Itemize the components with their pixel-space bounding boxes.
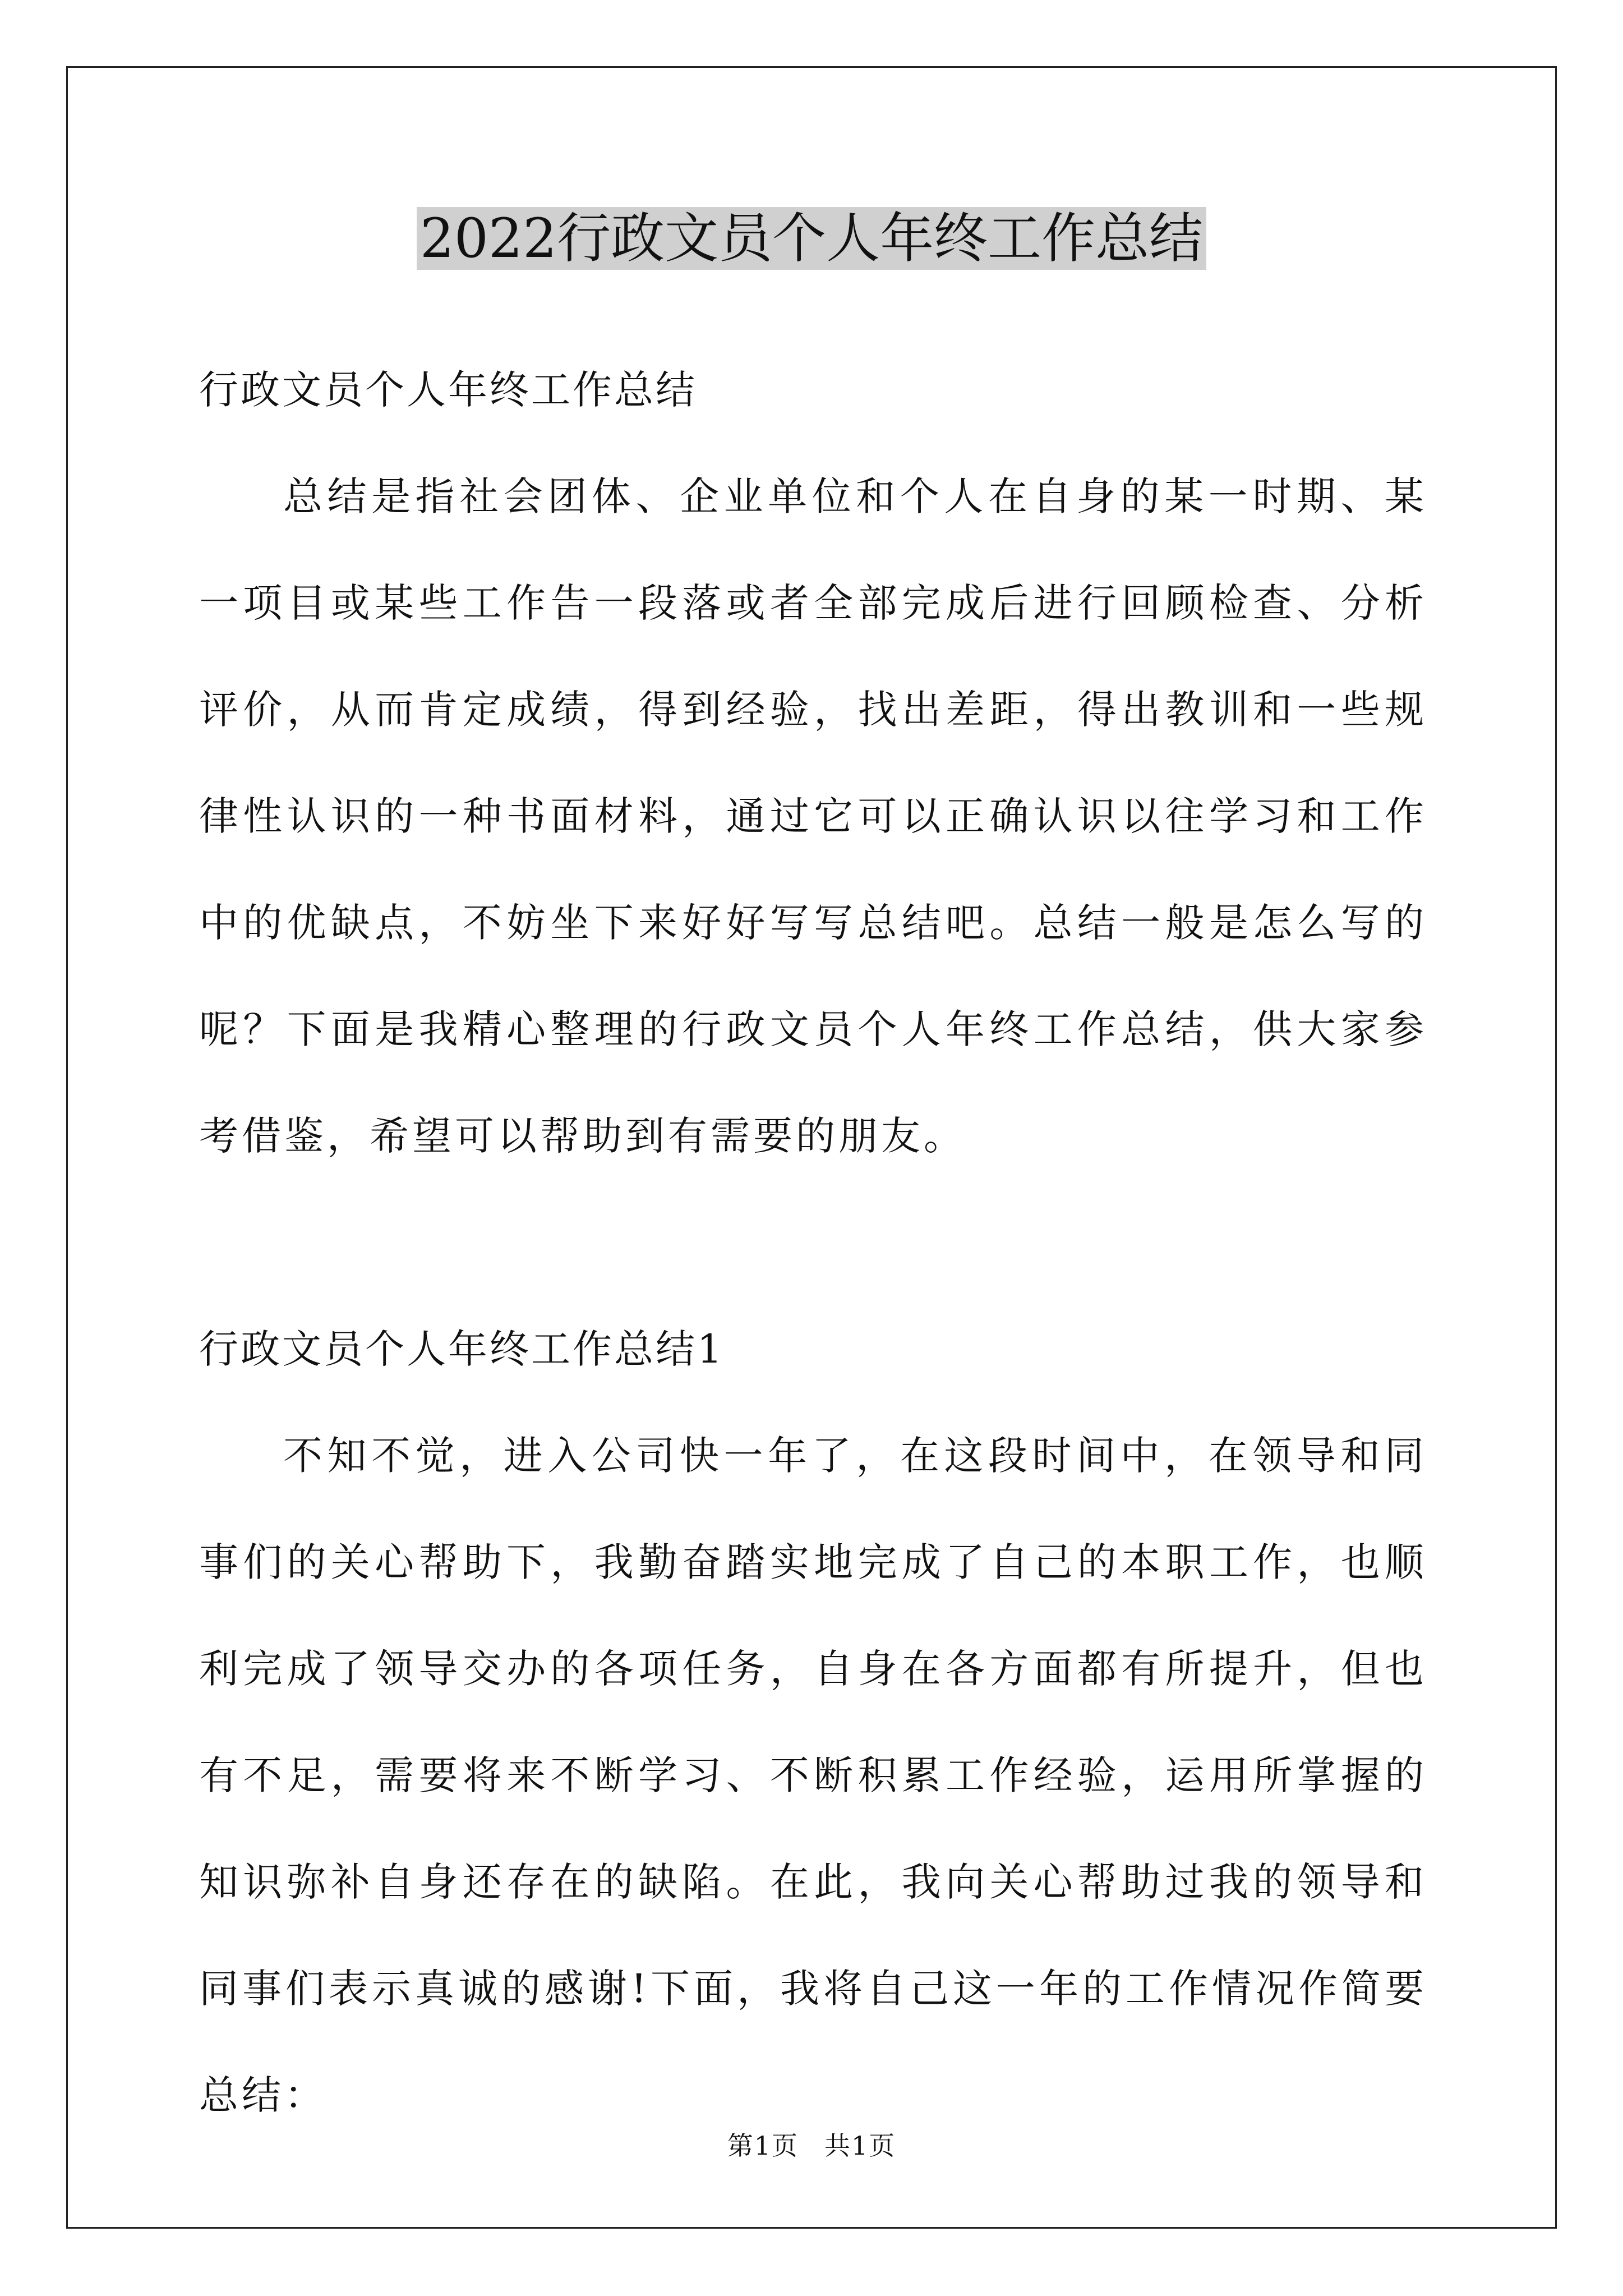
document-title-text: 2022行政文员个人年终工作总结 bbox=[417, 207, 1206, 270]
intro-paragraph: 总结是指社会团体、企业单位和个人在自身的某一时期、某一项目或某些工作告一段落或者全部完成后进行回顾检查、分析评价，从而肯定成绩，得到经验，找出差距，得出教训和一些规律性认识的一种书面材料，通过它可以正确认识以往学习和工作中的优缺点，不妨坐下来好好写写总结吧。总结一般是怎么写的呢？下面是我精心整理的行政文员个人年终工作总结，供大家参考借鉴，希望可以帮助到有需要的朋友。 bbox=[199, 473, 1427, 1159]
page-number-total: 共1页 bbox=[824, 2131, 896, 2161]
document-body bbox=[199, 337, 1427, 2148]
document-title bbox=[0, 196, 1623, 280]
page-footer bbox=[0, 2129, 1623, 2162]
section-spacer bbox=[199, 1189, 1427, 1296]
section-heading-intro: 行政文员个人年终工作总结 bbox=[199, 367, 697, 413]
section-heading-1: 行政文员个人年终工作总结1 bbox=[199, 1326, 725, 1372]
section-1-paragraph: 不知不觉，进入公司快一年了，在这段时间中，在领导和同事们的关心帮助下，我勤奋踏实地完成了自己的本职工作，也顺利完成了领导交办的各项任务，自身在各方面都有所提升，但也有不足，需要将来不断学习、不断积累工作经验，运用所掌握的知识弥补自身还存在的缺陷。在此，我向关心帮助过我的领导和同事们表示真诚的感谢!下面，我将自己这一年的工作情况作简要总结： bbox=[199, 1433, 1427, 2118]
page-number-current: 第1页 bbox=[727, 2131, 799, 2161]
